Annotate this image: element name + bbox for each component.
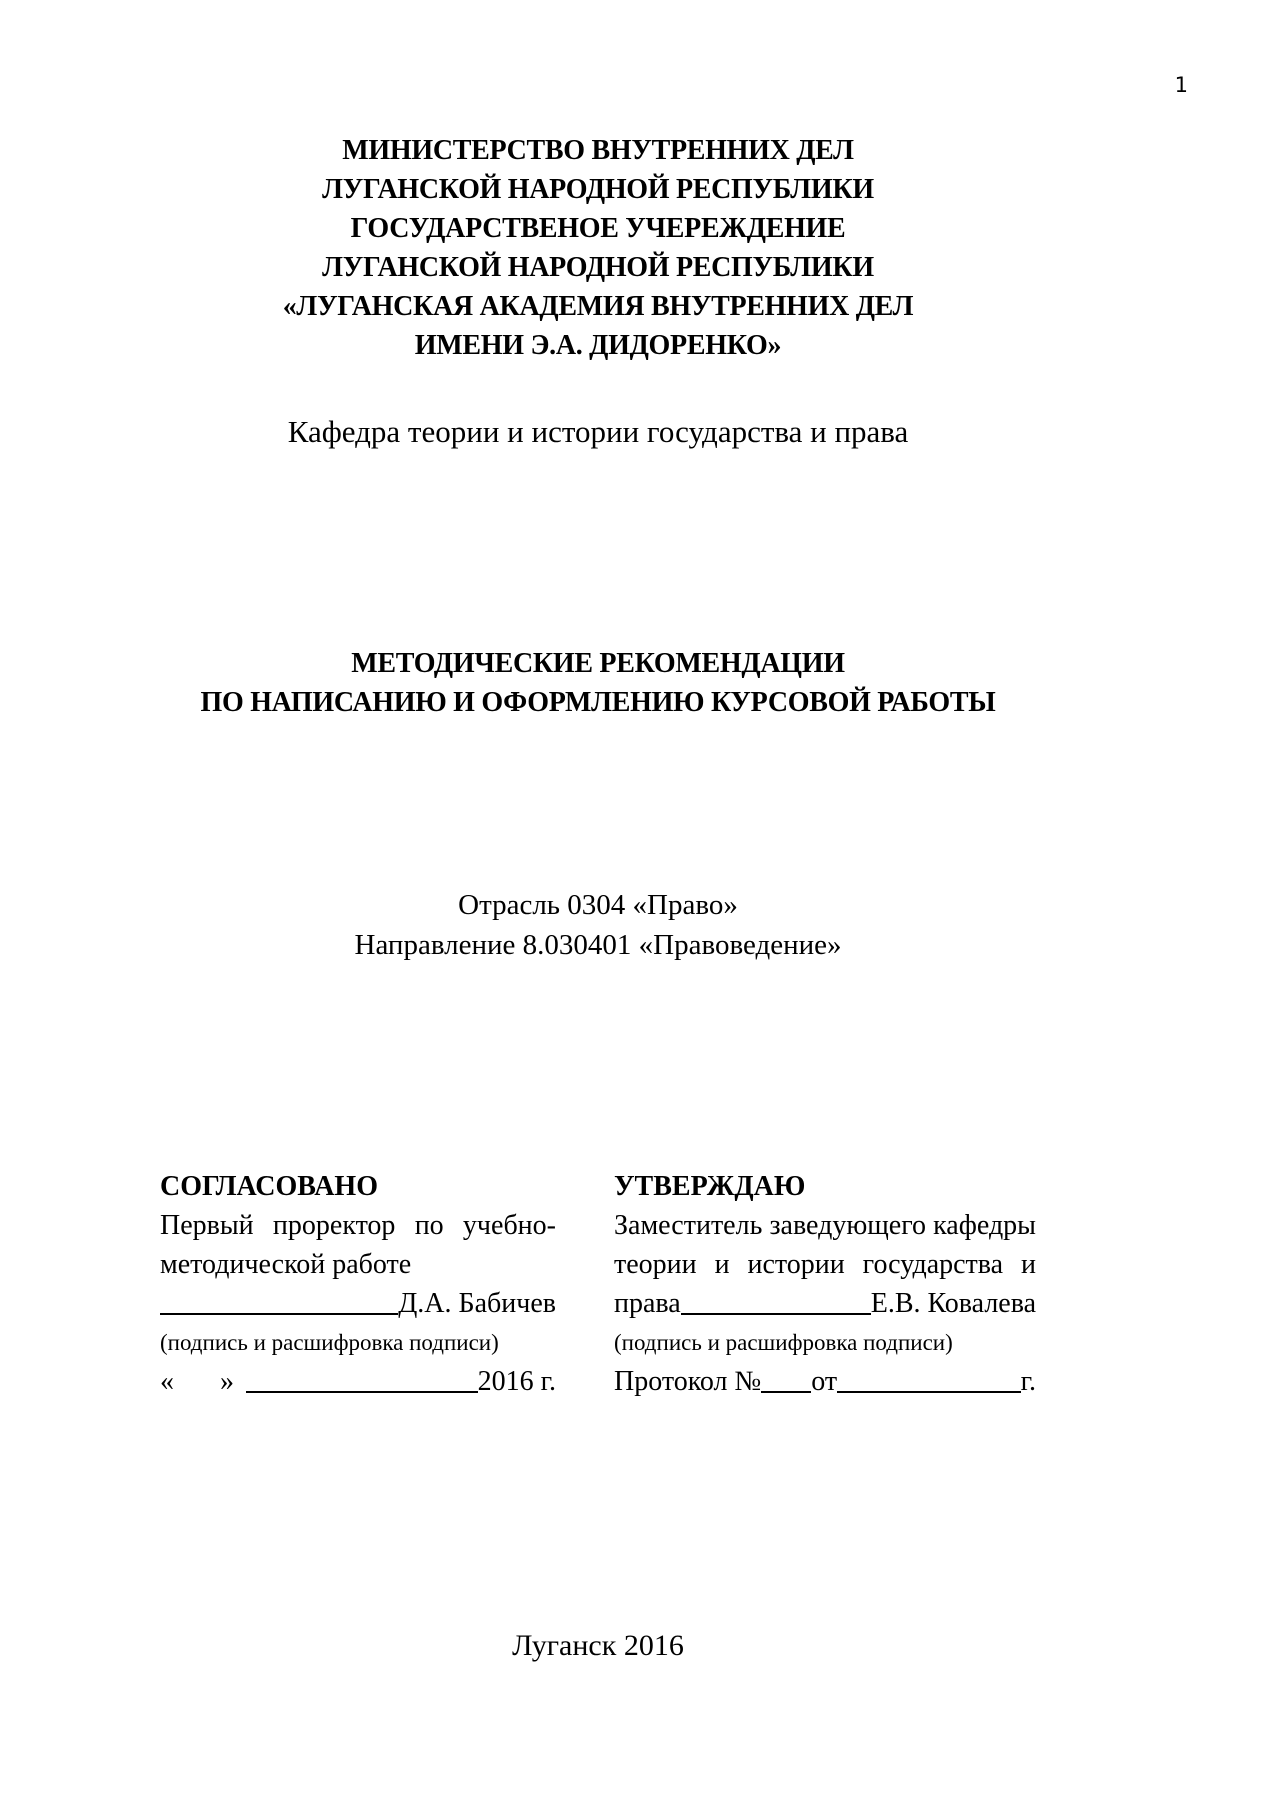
approved-heading: УТВЕРЖДАЮ (614, 1171, 806, 1202)
approved-signature-line (614, 1284, 1036, 1323)
protocol-line (614, 1362, 1036, 1401)
department-line: Кафедра теории и истории государства и права (287, 414, 909, 449)
agreed-heading: СОГЛАСОВАНО (160, 1171, 378, 1202)
header-line-2: ЛУГАНСКОЙ НАРОДНОЙ РЕСПУБЛИКИ (322, 174, 874, 205)
protocol-number-blank (761, 1391, 811, 1393)
ministry-header (160, 131, 1036, 365)
title-line-2: ПО НАПИСАНИЮ И ОФОРМЛЕНИЮ КУРСОВОЙ РАБОТЫ (200, 687, 996, 718)
approved-signee: Е.В. Ковалева (870, 1288, 1036, 1319)
agreed-block (160, 1167, 556, 1401)
agreed-date-line (160, 1362, 556, 1401)
header-line-6: ИМЕНИ Э.А. ДИДОРЕНКО» (414, 330, 782, 361)
header-line-3: ГОСУДАРСТВЕНОЕ УЧЕРЕЖДЕНИЕ (350, 213, 846, 244)
program-branch: Отрасль 0304 «Право» (458, 889, 738, 921)
approved-signature-note: (подпись и расшифровка подписи) (614, 1330, 953, 1355)
signature-blank-line (160, 1313, 398, 1315)
page-number: 1 (1174, 73, 1188, 97)
date-quote-open: « (160, 1366, 174, 1397)
agreed-signature-note: (подпись и расшифровка подписи) (160, 1330, 499, 1355)
header-line-4: ЛУГАНСКОЙ НАРОДНОЙ РЕСПУБЛИКИ (322, 252, 874, 283)
header-line-1: МИНИСТЕРСТВО ВНУТРЕННИХ ДЕЛ (342, 135, 854, 166)
header-line-5: «ЛУГАНСКАЯ АКАДЕМИЯ ВНУТРЕННИХ ДЕЛ (282, 291, 914, 322)
protocol-date-blank (837, 1391, 1021, 1393)
program-block (160, 885, 1036, 965)
title-line-1: МЕТОДИЧЕСКИЕ РЕКОМЕНДАЦИИ (351, 648, 845, 679)
date-year: 2016 г. (477, 1366, 556, 1397)
protocol-from: от (811, 1366, 838, 1397)
date-month-blank-line (246, 1391, 478, 1393)
agreed-signee: Д.А. Бабичев (398, 1288, 556, 1319)
signature-blank-line (681, 1313, 871, 1315)
date-quote-close: » (220, 1366, 234, 1397)
approved-role-line-3-prefix: права (614, 1288, 681, 1319)
approved-block (614, 1167, 1036, 1401)
approved-role-line-1: Заместитель заведующего кафедры (614, 1210, 1036, 1241)
city-year-line: Луганск 2016 (512, 1629, 684, 1662)
program-direction: Направление 8.030401 «Правоведение» (354, 929, 842, 961)
document-title (160, 644, 1036, 722)
approved-role-line-2: теории и истории государства и (614, 1249, 1036, 1280)
approval-section (160, 1167, 1036, 1401)
protocol-prefix: Протокол № (614, 1366, 762, 1397)
agreed-signature-line (160, 1284, 556, 1323)
agreed-role-line-2: методической работе (160, 1249, 412, 1280)
agreed-role-line-1: Первый проректор по учебно- (160, 1210, 556, 1241)
protocol-suffix: г. (1020, 1366, 1036, 1397)
